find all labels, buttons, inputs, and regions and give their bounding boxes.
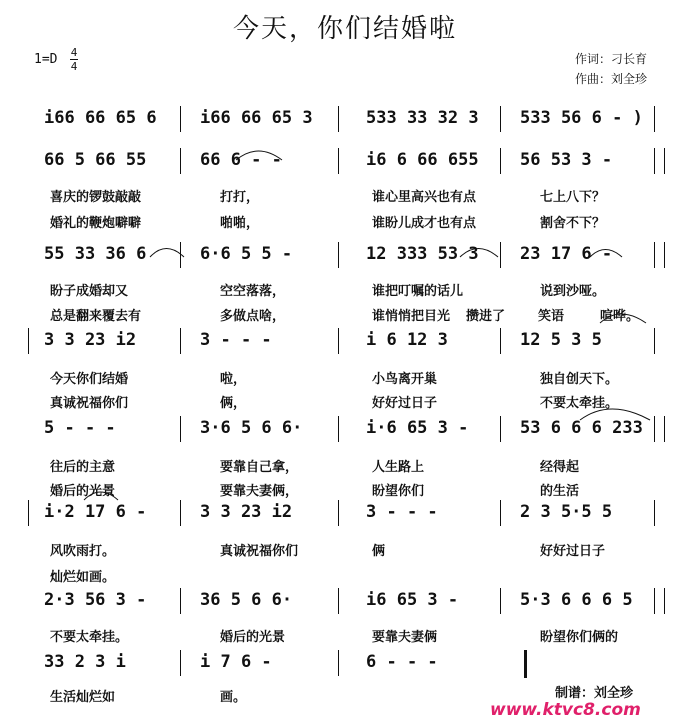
lyric-text: 婚后的光景 bbox=[220, 630, 286, 645]
note-measure: 3 3 23 i2 bbox=[44, 330, 137, 350]
note-measure: i 6 12 3 bbox=[366, 330, 448, 350]
lyric-text: 七上八下？ bbox=[540, 190, 606, 205]
note-measure: 533 56 6 - ) bbox=[520, 108, 643, 128]
lyric-text: 经得起 bbox=[540, 460, 580, 475]
lyric-text: 独自创天下。 bbox=[540, 372, 619, 387]
lyric-text: 多做点啥， bbox=[220, 309, 286, 324]
lyric-text: 谁悄悄把目光 bbox=[372, 309, 451, 324]
note-measure: i66 66 65 3 bbox=[200, 108, 313, 128]
slur bbox=[580, 409, 650, 420]
lyric-text: 真诚祝福你们 bbox=[50, 396, 129, 411]
lyric-text: 不要太牵挂。 bbox=[50, 630, 129, 645]
note-measure: i6 65 3 - bbox=[366, 590, 459, 610]
note-measure: 66 5 66 55 bbox=[44, 150, 147, 170]
note-measure: i 7 6 - bbox=[200, 652, 272, 672]
note-measure: i66 66 65 6 bbox=[44, 108, 157, 128]
lyric-text: 割舍不下？ bbox=[540, 216, 606, 231]
note-measure: 3·6 5 6 6· bbox=[200, 418, 303, 438]
lyric-text: 总是翻来覆去有 bbox=[50, 309, 142, 324]
lyric-text: 生活灿烂如 bbox=[50, 690, 116, 705]
notation-maker: 制谱：刘全珍 bbox=[555, 686, 634, 701]
time-sig-bottom: 4 bbox=[70, 60, 78, 73]
lyric-text: 谁盼儿成才也有点 bbox=[372, 216, 477, 231]
song-title: 今天，你们结婚啦 bbox=[232, 14, 457, 44]
lyric-text: 俩， bbox=[220, 396, 247, 411]
note-measure: 56 53 3 - bbox=[520, 150, 613, 170]
lyric-text: 的生活 bbox=[540, 484, 580, 499]
lyric-text: 画。 bbox=[220, 690, 247, 705]
lyric-text: 婚礼的鞭炮噼噼 bbox=[50, 216, 142, 231]
slur bbox=[236, 151, 282, 160]
lyric-text: 小鸟离开巢 bbox=[372, 372, 438, 387]
lyricist-credit: 作词：刁长育 bbox=[575, 52, 648, 66]
note-measure: 36 5 6 6· bbox=[200, 590, 293, 610]
lyric-text: 喧哗。 bbox=[600, 309, 640, 324]
lyric-text: 喜庆的锣鼓敲敲 bbox=[50, 190, 142, 205]
slur bbox=[460, 249, 498, 258]
note-measure: 5 - - - bbox=[44, 418, 116, 438]
watermark-logo: www.ktvc8.com bbox=[490, 700, 641, 720]
note-measure: 12 333 53 3 bbox=[366, 244, 479, 264]
slur bbox=[84, 492, 118, 500]
lyric-text: 空空落落， bbox=[220, 284, 286, 299]
lyric-text: 打打， bbox=[220, 190, 260, 205]
note-measure: 53 6 6 6 233 bbox=[520, 418, 643, 438]
lyric-text: 盼子成婚却又 bbox=[50, 284, 129, 299]
note-measure: 55 33 36 6 bbox=[44, 244, 147, 264]
lyric-text: 婚后的光景 bbox=[50, 484, 116, 499]
note-measure: i·2 17 6 - bbox=[44, 502, 147, 522]
lyric-text: 盼望你们 bbox=[372, 484, 425, 499]
lyric-text: 啦， bbox=[220, 372, 247, 387]
lyric-text: 往后的主意 bbox=[50, 460, 116, 475]
lyric-text: 啪啪， bbox=[220, 216, 260, 231]
lyric-text: 说到沙哑。 bbox=[540, 284, 606, 299]
note-measure: 5·3 6 6 6 5 bbox=[520, 590, 633, 610]
lyric-text: 真诚祝福你们 bbox=[220, 544, 299, 559]
note-measure: 533 33 32 3 bbox=[366, 108, 479, 128]
lyric-text: 好好过日子 bbox=[372, 396, 438, 411]
lyric-text: 谁把叮嘱的话儿 bbox=[372, 284, 464, 299]
composer-credit: 作曲：刘全珍 bbox=[575, 72, 648, 86]
lyric-text: 要靠夫妻俩， bbox=[220, 484, 299, 499]
lyric-text: 要靠夫妻俩 bbox=[372, 630, 438, 645]
note-measure: 6 - - - bbox=[366, 652, 438, 672]
slur bbox=[600, 314, 646, 323]
lyric-text: 笑语 bbox=[538, 309, 565, 324]
note-measure: i·6 65 3 - bbox=[366, 418, 469, 438]
lyric-text: 不要太牵挂。 bbox=[540, 396, 619, 411]
lyric-text: 灿烂如画。 bbox=[50, 570, 116, 585]
slur bbox=[150, 249, 184, 258]
lyric-text: 人生路上 bbox=[372, 460, 425, 475]
lyric-text: 俩 bbox=[372, 544, 386, 559]
lyric-text: 好好过日子 bbox=[540, 544, 606, 559]
note-measure: 6·6 5 5 - bbox=[200, 244, 293, 264]
lyric-text: 要靠自己拿， bbox=[220, 460, 299, 475]
slur bbox=[590, 250, 622, 258]
lyric-text: 谁心里高兴也有点 bbox=[372, 190, 477, 205]
note-measure: 66 6 - - bbox=[200, 150, 282, 170]
note-measure: 2·3 56 3 - bbox=[44, 590, 147, 610]
lyric-text: 今天你们结婚 bbox=[50, 372, 129, 387]
note-measure: 2 3 5·5 5 bbox=[520, 502, 613, 522]
key-signature: 1=D bbox=[34, 52, 58, 67]
note-measure: 3 - - - bbox=[200, 330, 272, 350]
note-measure: 12 5 3 5 bbox=[520, 330, 602, 350]
note-measure: 23 17 6 - bbox=[520, 244, 613, 264]
note-measure: 3 - - - bbox=[366, 502, 438, 522]
note-measure: 3 3 23 i2 bbox=[200, 502, 293, 522]
note-measure: i6 6 66 655 bbox=[366, 150, 479, 170]
lyric-text: 盼望你们俩的 bbox=[540, 630, 619, 645]
lyric-text: 风吹雨打。 bbox=[50, 544, 116, 559]
time-sig-top: 4 bbox=[70, 46, 78, 59]
note-measure: 33 2 3 i bbox=[44, 652, 126, 672]
lyric-text: 攒进了 bbox=[466, 309, 506, 324]
